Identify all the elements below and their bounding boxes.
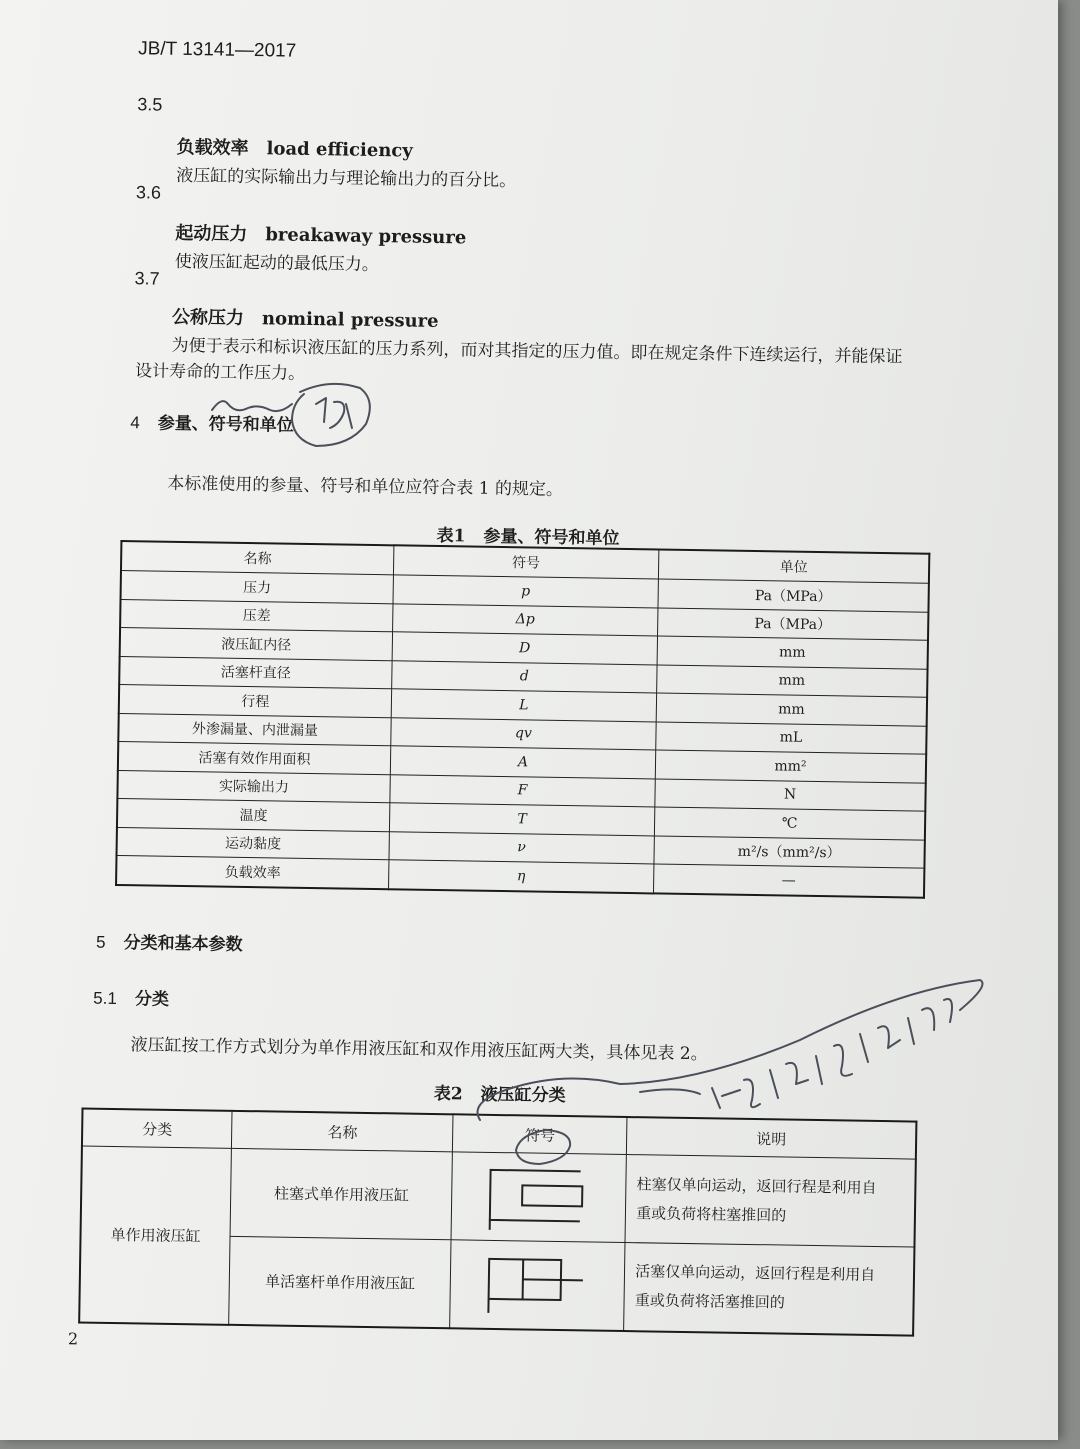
cell-description xyxy=(625,1155,916,1248)
header-description: 说明 xyxy=(627,1117,917,1159)
table2-cylinder-classification xyxy=(78,1107,917,1336)
cell-symbol: Δp xyxy=(392,603,658,636)
section-5-1-heading xyxy=(93,984,169,1010)
table-label: 表1 xyxy=(436,526,465,546)
term-number-3-7: 3.7 xyxy=(134,268,159,289)
section-5-heading xyxy=(96,928,243,955)
cell-symbol: ν xyxy=(389,831,655,864)
header-symbol: 符号 xyxy=(393,545,659,579)
description-line: 柱塞仅单向运动，返回行程是利用自 xyxy=(636,1170,904,1203)
table-row xyxy=(81,1146,916,1247)
section-number: 4 xyxy=(130,413,140,432)
cell-name: 负载效率 xyxy=(116,855,389,888)
cell-unit: N xyxy=(655,778,926,811)
cell-name: 液压缸内径 xyxy=(120,628,393,661)
term-en: breakaway pressure xyxy=(265,224,466,248)
header-name: 名称 xyxy=(121,541,394,575)
term-zh: 公称压力 xyxy=(172,307,244,329)
header-name: 名称 xyxy=(232,1111,454,1152)
section-number: 5 xyxy=(96,933,106,952)
cell-symbol: qv xyxy=(391,717,657,750)
cell-name: 运动黏度 xyxy=(117,827,390,860)
term-en: nominal pressure xyxy=(262,308,439,332)
description-line: 活塞仅单向运动，返回行程是利用自 xyxy=(635,1257,903,1290)
cell-symbol: F xyxy=(390,774,656,807)
section-title: 分类 xyxy=(135,989,169,1010)
cell-unit: — xyxy=(654,864,925,897)
header-category: 分类 xyxy=(82,1108,232,1148)
term-en: load efficiency xyxy=(266,138,412,161)
cell-unit: mL xyxy=(656,721,927,754)
term-number-3-5: 3.5 xyxy=(137,94,162,115)
section-5-1-text: 液压缸按工作方式划分为单作用液压缸和双作用液压缸两大类，具体见表 2。 xyxy=(130,1030,708,1064)
cell-unit: ℃ xyxy=(654,807,925,840)
table-title: 液压缸分类 xyxy=(480,1085,565,1106)
cell-category: 单作用液压缸 xyxy=(79,1146,231,1324)
term-3-6 xyxy=(175,219,466,250)
cell-name: 实际输出力 xyxy=(117,770,390,803)
term-definition-3-7-line1: 为便于表示和标识液压缸的压力系列，而对其指定的压力值。即在规定条件下连续运行，并能保证 xyxy=(171,331,902,367)
cell-symbol: d xyxy=(391,660,657,693)
header-unit: 单位 xyxy=(658,549,929,583)
cell-name: 温度 xyxy=(117,799,390,832)
term-3-5 xyxy=(176,133,413,163)
description-line: 重或负荷将活塞推回的 xyxy=(635,1286,903,1319)
cell-symbol: T xyxy=(389,803,655,836)
term-3-7 xyxy=(172,303,439,333)
single-rod-cylinder-symbol-icon xyxy=(450,1240,625,1331)
term-zh: 负载效率 xyxy=(176,137,248,159)
term-definition-3-5: 液压缸的实际输出力与理论输出力的百分比。 xyxy=(176,161,516,191)
cell-name: 活塞有效作用面积 xyxy=(118,742,391,775)
cell-symbol: D xyxy=(392,632,658,665)
page-number: 2 xyxy=(68,1329,78,1348)
cell-unit: Pa（MPa） xyxy=(658,607,929,640)
table-label: 表2 xyxy=(434,1084,463,1104)
cell-name: 柱塞式单作用液压缸 xyxy=(230,1148,453,1239)
term-number-3-6: 3.6 xyxy=(136,182,161,203)
cell-name: 外渗漏量、内泄漏量 xyxy=(118,713,391,746)
section-4-text: 本标准使用的参量、符号和单位应符合表 1 的规定。 xyxy=(167,469,563,500)
cell-unit: mm xyxy=(657,636,928,669)
standard-code: JB/T 13141—2017 xyxy=(138,38,296,62)
table1-parameters xyxy=(115,540,930,898)
cell-symbol: L xyxy=(391,689,657,722)
cell-unit: m²/s（mm²/s） xyxy=(654,835,925,868)
description-line: 重或负荷将柱塞推回的 xyxy=(636,1199,904,1232)
cell-name: 单活塞杆单作用液压缸 xyxy=(229,1236,452,1327)
cell-symbol: η xyxy=(388,860,654,893)
cell-name: 压差 xyxy=(120,599,393,632)
header-symbol: 符号 xyxy=(453,1114,627,1154)
section-title: 参量、符号和单位 xyxy=(158,414,294,436)
cell-symbol: A xyxy=(390,746,656,779)
cell-unit: mm xyxy=(656,693,927,726)
cell-name: 活塞杆直径 xyxy=(119,656,392,689)
cell-unit: mm xyxy=(657,664,928,697)
section-number: 5.1 xyxy=(93,989,117,1008)
cell-symbol: p xyxy=(393,575,659,608)
plunger-cylinder-symbol-icon xyxy=(451,1152,626,1243)
cell-unit: Pa（MPa） xyxy=(658,579,929,612)
term-definition-3-6: 使液压缸起动的最低压力。 xyxy=(175,247,379,275)
table-title: 参量、符号和单位 xyxy=(483,527,619,549)
cell-name: 压力 xyxy=(121,571,394,604)
term-zh: 起动压力 xyxy=(175,223,247,245)
term-definition-3-7-line2: 设计寿命的工作压力。 xyxy=(135,356,305,384)
cell-description xyxy=(624,1243,915,1336)
cell-name: 行程 xyxy=(119,685,392,718)
section-4-heading xyxy=(130,408,294,436)
cell-unit: mm² xyxy=(655,750,926,783)
section-title: 分类和基本参数 xyxy=(123,933,242,955)
table2-caption xyxy=(434,1079,566,1106)
